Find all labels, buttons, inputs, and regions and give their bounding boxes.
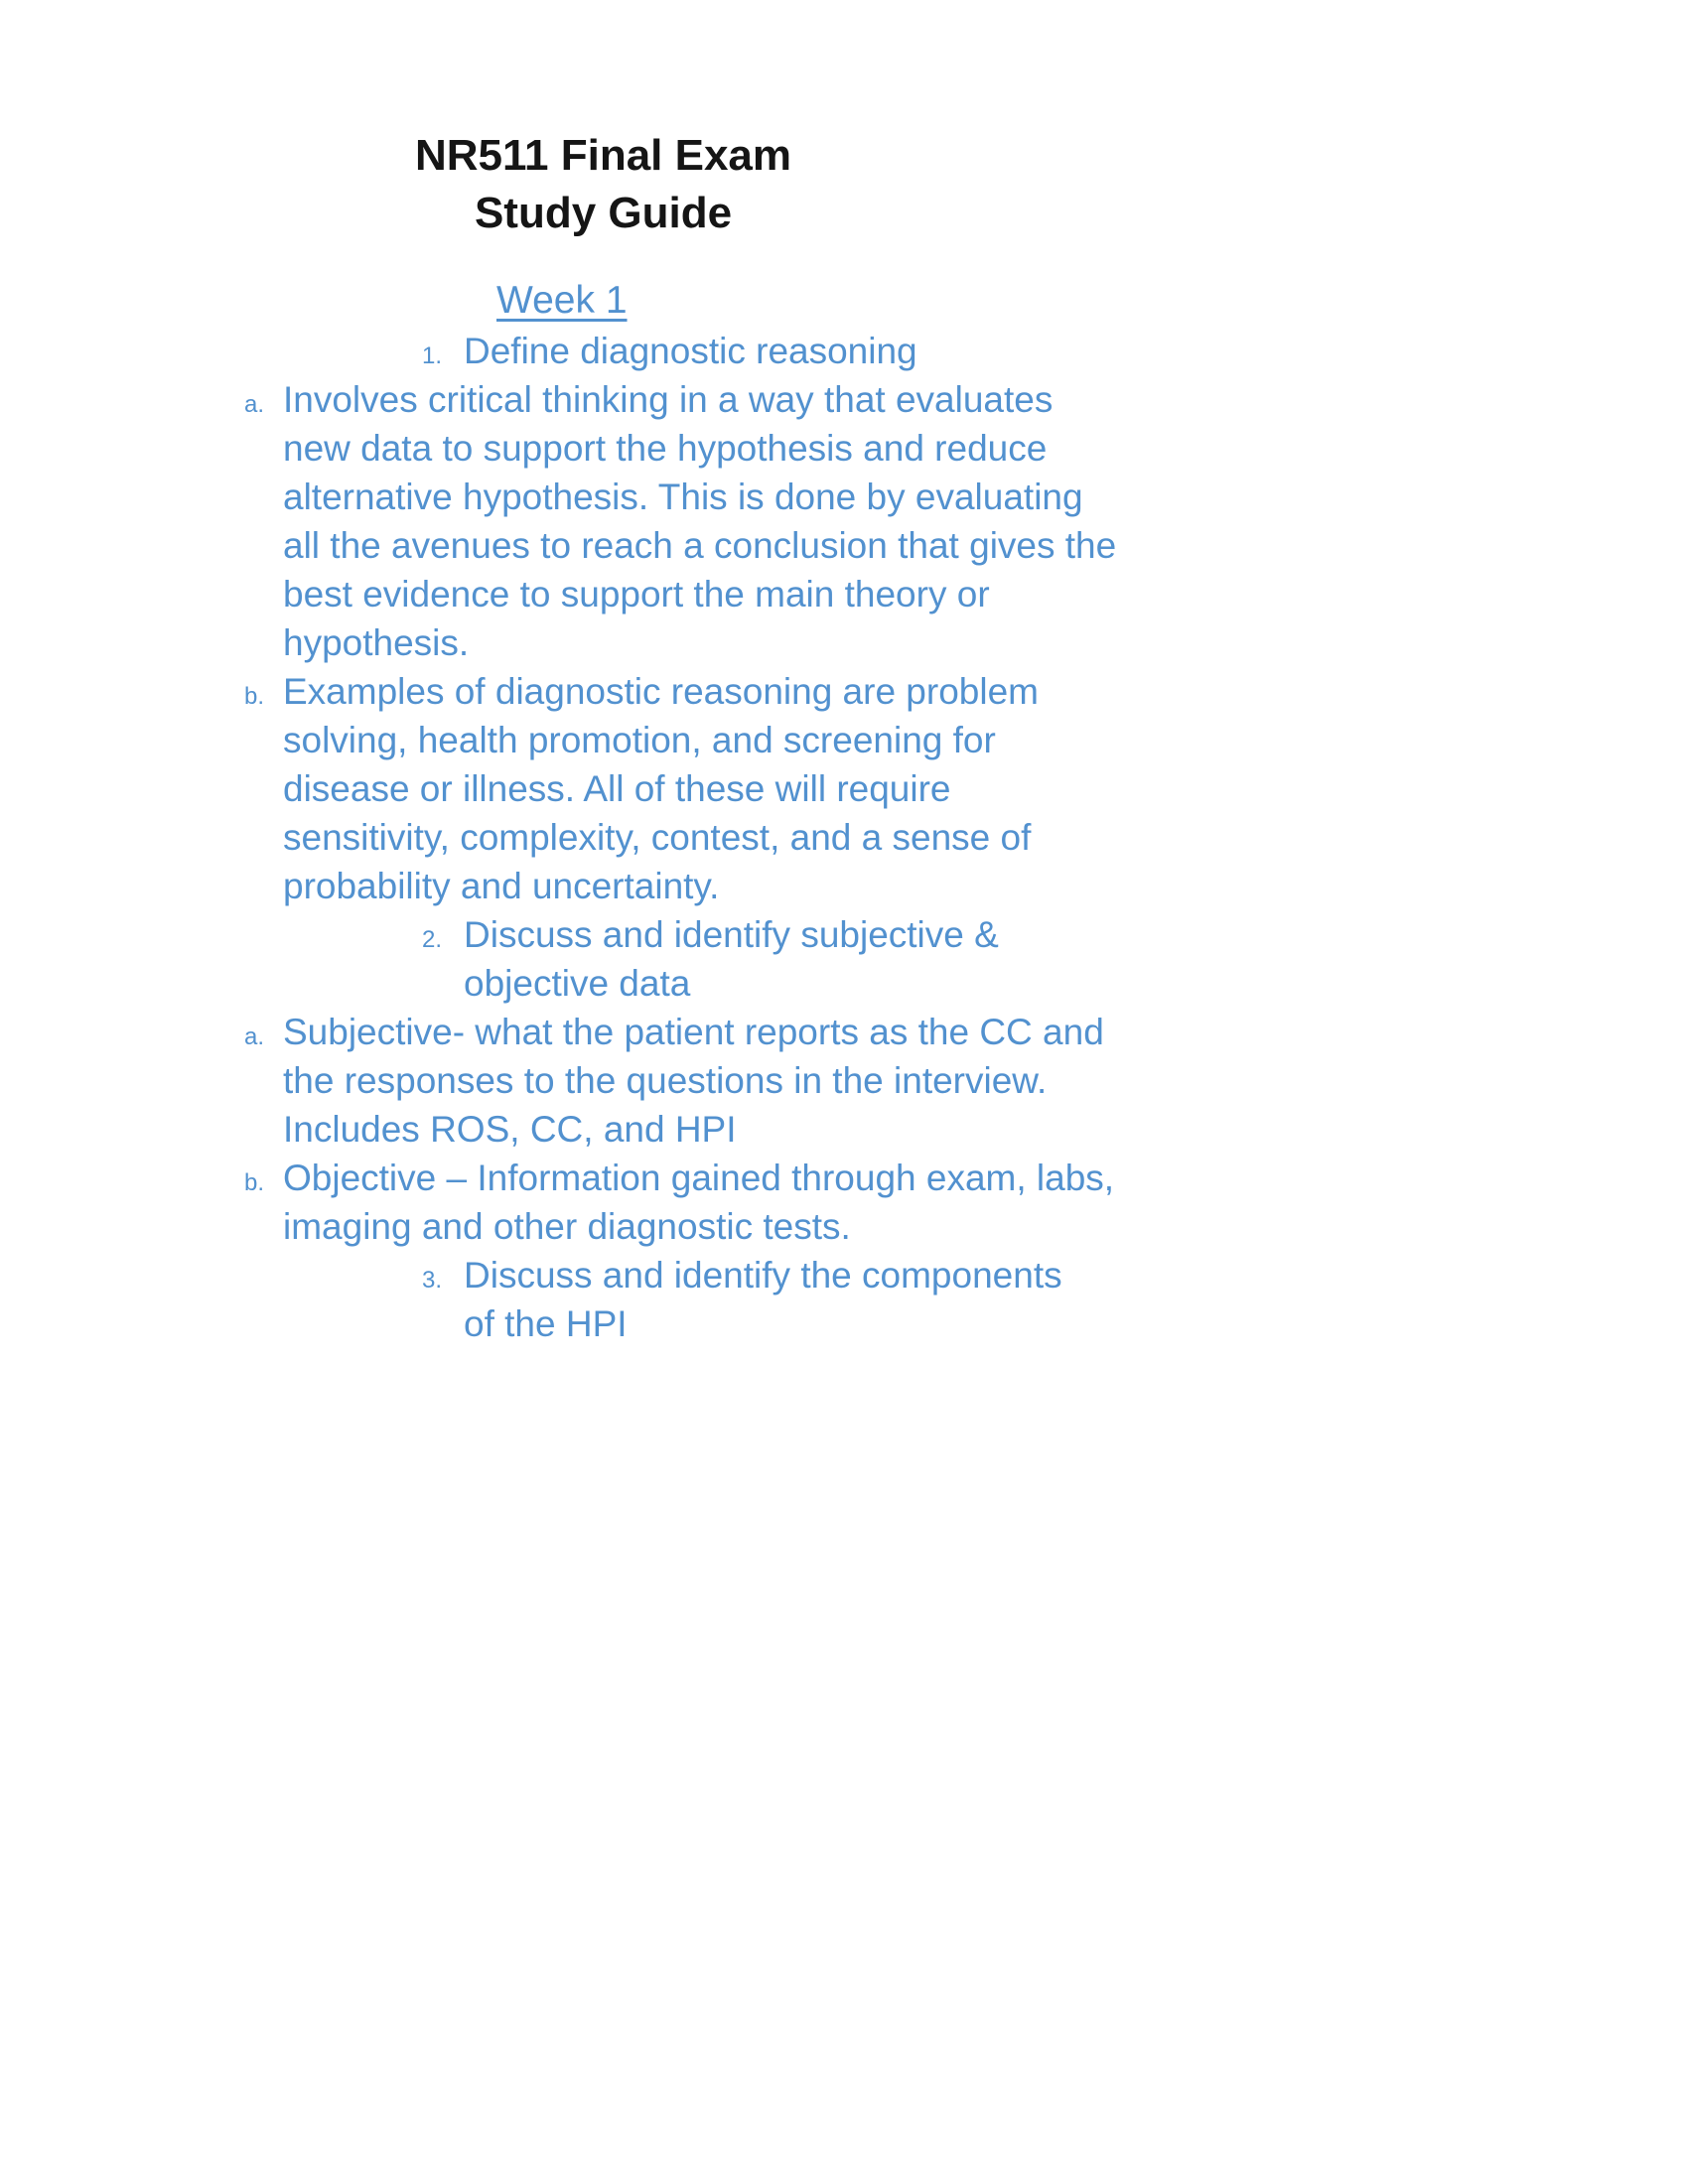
list-item-1b <box>244 667 1688 910</box>
list-item-1a-text: Involves critical thinking in a way that evaluates new data to support the hypothesis and reduce alternative hypothesis. This is done by evaluating all the avenues to reach a conclusion that gives the best evidence to support the main theory or hypothesis. <box>283 379 1117 663</box>
section-heading-row <box>0 242 1688 325</box>
list-item-3-marker: 3. <box>422 1267 443 1294</box>
list-item-3 <box>422 1251 1688 1348</box>
list-item-2-marker: 2. <box>422 926 443 953</box>
week-heading: Week 1 <box>496 279 628 322</box>
list-item-1 <box>422 327 1688 375</box>
list-item-2 <box>422 910 1688 1008</box>
list-item-3-text: Discuss and identify the components of the HPI <box>464 1255 1062 1344</box>
list-item-1-marker: 1. <box>422 342 443 369</box>
list-item-1a <box>244 375 1688 667</box>
document-title: NR511 Final Exam <box>414 131 792 180</box>
list-item-2b <box>244 1154 1688 1251</box>
list-item-1a-marker: a. <box>244 391 265 418</box>
document-subtitle: Study Guide <box>474 189 733 237</box>
list-item-1b-marker: b. <box>244 683 265 710</box>
list-item-2a <box>244 1008 1688 1154</box>
list-item-2a-marker: a. <box>244 1024 265 1050</box>
list-item-2b-text: Objective – Information gained through exam, labs, imaging and other diagnostic tests. <box>283 1158 1115 1247</box>
list-item-2b-marker: b. <box>244 1169 265 1196</box>
study-guide-list <box>0 327 1688 1348</box>
title-block <box>0 0 1206 242</box>
list-item-1-text: Define diagnostic reasoning <box>464 331 917 371</box>
list-item-2a-text: Subjective- what the patient reports as the CC and the responses to the questions in the interview. Includes ROS, CC, and HPI <box>283 1012 1104 1150</box>
list-item-2-text: Discuss and identify subjective & objective data <box>464 914 999 1004</box>
list-item-1b-text: Examples of diagnostic reasoning are problem solving, health promotion, and screening for disease or illness. All of these will require sensitivity, complexity, contest, and a sense of probability and uncertainty. <box>283 671 1039 906</box>
